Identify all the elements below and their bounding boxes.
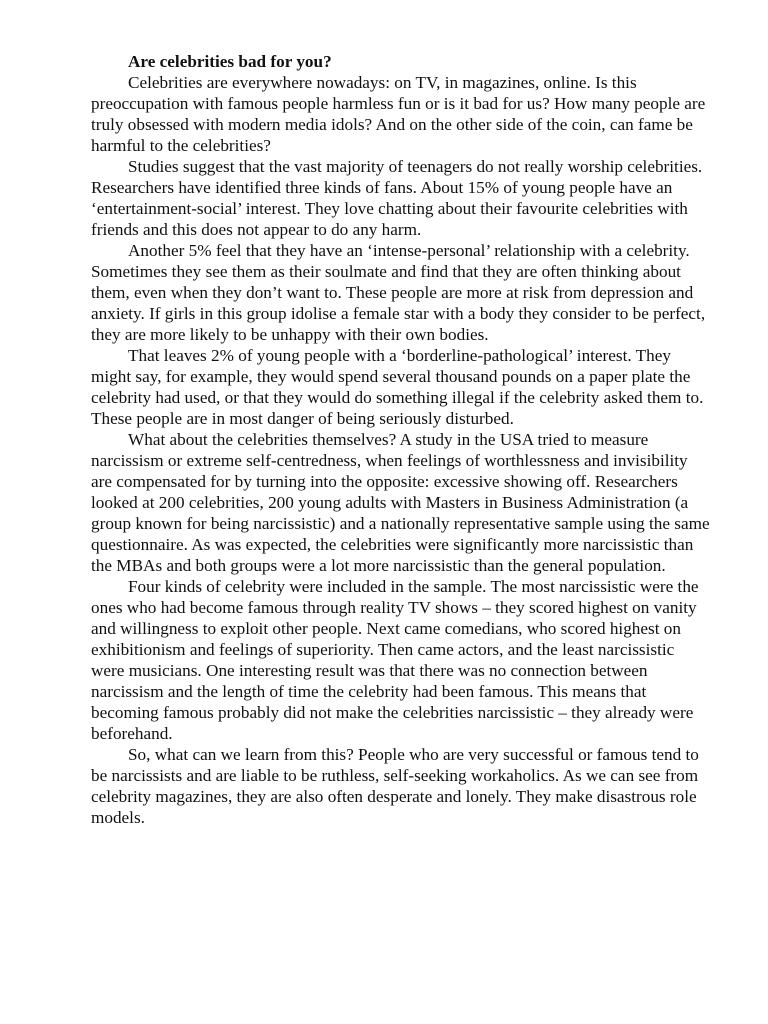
paragraph-intense-personal: Another 5% feel that they have an ‘intense-personal’ relationship with a celebrity. Sometimes they see them as their soulmate and find that they are often thinking about them, even when they don’t want to. These people are more at risk from depression and anxiety. If girls in this group idolise a female star with a body they consider to be perfect, they are more likely to be unhappy with their own bodies. [91, 241, 706, 344]
document-page [91, 51, 711, 828]
paragraph-studies: Studies suggest that the vast majority of teenagers do not really worship celebrities. Researchers have identified three kinds of fans. About 15% of young people have an ‘entertainment-social’ interest. They love chatting about their favourite celebrities with friends and this does not appear to do any harm. [91, 157, 703, 239]
paragraph-kinds-of-celebrity: Four kinds of celebrity were included in the sample. The most narcissistic were the ones who had become famous through reality TV shows – they scored highest on vanity and willingness to exploit other people. Next came comedians, who scored highest on exhibitionism and feelings of superiority. Then came actors, and the least narcissistic were musicians. One interesting result was that there was no connection between narcissism and the length of time the celebrity had been famous. This means that becoming famous probably did not make the celebrities narcissistic – they already were beforehand. [91, 577, 699, 743]
paragraph-celebrities-study: What about the celebrities themselves? A study in the USA tried to measure narcissism or extreme self-centredness, when feelings of worthlessness and invisibility are compensated for by turning into the opposite: excessive showing off. Researchers looked at 200 celebrities, 200 young adults with Masters in Business Administration (a group known for being narcissistic) and a nationally representative sample using the same questionnaire. As was expected, the celebrities were significantly more narcissistic than the MBAs and both groups were a lot more narcissistic than the general population. [91, 430, 710, 575]
paragraph-conclusion: So, what can we learn from this? People who are very successful or famous tend to be narcissists and are liable to be ruthless, self-seeking workaholics. As we can see from celebrity magazines, they are also often desperate and lonely. They make disastrous role models. [91, 745, 699, 827]
paragraph-intro: Celebrities are everywhere nowadays: on TV, in magazines, online. Is this preoccupation with famous people harmless fun or is it bad for us? How many people are truly obsessed with modern media idols? And on the other side of the coin, can fame be harmful to the celebrities? [91, 73, 706, 155]
document-title: Are celebrities bad for you? [128, 52, 332, 71]
paragraph-borderline: That leaves 2% of young people with a ‘borderline-pathological’ interest. They might say, for example, they would spend several thousand pounds on a paper plate the celebrity had used, or that they would do something illegal if the celebrity asked them to. These people are in most danger of being seriously disturbed. [91, 346, 704, 428]
